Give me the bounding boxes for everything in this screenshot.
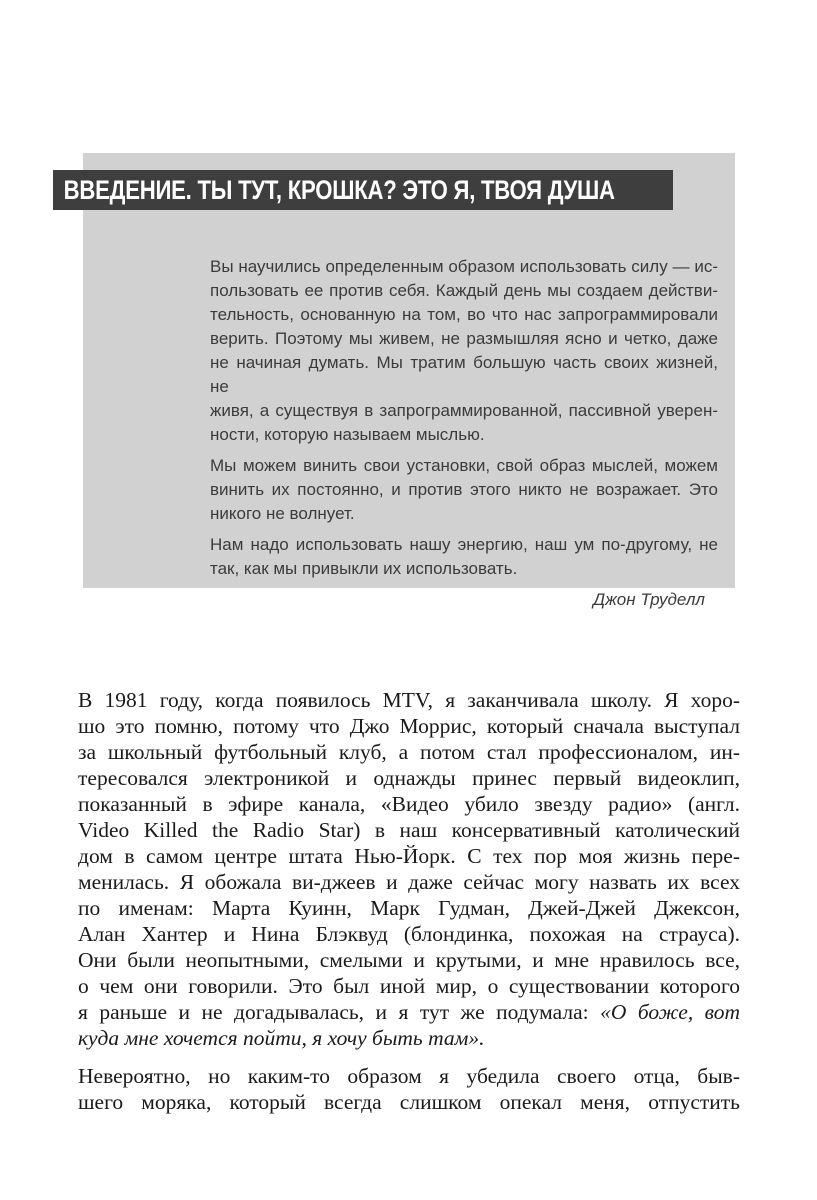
epigraph-line: Нам надо использовать нашу энергию, наш ум по-другому, не <box>210 535 718 554</box>
epigraph-attribution: Джон Труделл <box>593 590 705 609</box>
epigraph-line: Вы научились определенным образом использовать силу — ис- <box>210 257 718 276</box>
epigraph <box>210 255 718 612</box>
text-line: дом в самом центре штата Нью-Йорк. С тех пор моя жизнь пере- <box>78 844 740 868</box>
body-text <box>78 687 740 1115</box>
text-line: Video Killed the Radio Star) в наш консервативный католический <box>78 818 740 842</box>
epigraph-line: тельность, основанную на том, во что нас запрограммировали <box>210 305 718 324</box>
text-line: В 1981 году, когда появилось MTV, я заканчивала школу. Я хоро- <box>78 688 740 712</box>
text-line: за школьный футбольный клуб, а потом стал профессионалом, ин- <box>78 740 740 764</box>
text-line: менилась. Я обожала ви-джеев и даже сейчас могу назвать их всех <box>78 870 740 894</box>
text-line: тересовался электроникой и однажды принес первый видеоклип, <box>78 766 740 790</box>
text-line: показанный в эфире канала, «Видео убило звезду радио» (англ. <box>78 792 740 816</box>
epigraph-line: живя, а существуя в запрограммированной, пассивной уверен- <box>210 401 718 420</box>
text-line <box>78 999 740 1025</box>
italic-text-run: «О боже, вот <box>600 1000 741 1024</box>
paragraph <box>78 687 740 1051</box>
text-line: Алан Хантер и Нина Блэквуд (блондинка, похожая на страуса). <box>78 922 740 946</box>
text-line: по именам: Марта Куинн, Марк Гудман, Джей-Джей Джексон, <box>78 896 740 920</box>
epigraph-line: Мы можем винить свои установки, свой образ мыслей, можем <box>210 456 718 475</box>
epigraph-paragraph <box>210 533 718 581</box>
epigraph-line: верить. Поэтому мы живем, не размышляя ясно и четко, даже <box>210 329 718 348</box>
epigraph-line: винить их постоянно, и против этого никто не возражает. Это <box>210 480 718 499</box>
text-line: Невероятно, но каким-то образом я убедила своего отца, быв- <box>78 1064 740 1088</box>
text-line <box>78 1025 740 1051</box>
epigraph-line: так, как мы привыкли их использовать. <box>210 559 518 578</box>
epigraph-line: никого не волнует. <box>210 504 355 523</box>
text-line: шо это помню, потому что Джо Моррис, который сначала выступал <box>78 714 740 738</box>
paragraph <box>78 1063 740 1115</box>
epigraph-line: не начиная думать. Мы тратим большую часть своих жизней, не <box>210 353 718 396</box>
epigraph-line: пользовать ее против себя. Каждый день мы создаем действи- <box>210 281 718 300</box>
chapter-title-bar <box>53 170 673 210</box>
text-line: Они были неопытными, смелыми и крутыми, и мне нравилось все, <box>78 948 740 972</box>
epigraph-line: ности, которую называем мыслью. <box>210 425 485 444</box>
text-line: о чем они говорили. Это был иной мир, о существовании которого <box>78 974 740 998</box>
text-run: я раньше и не догадывалась, и я тут же подумала: <box>78 1000 601 1024</box>
epigraph-paragraph <box>210 454 718 526</box>
text-line: шего моряка, который всегда слишком опекал меня, отпустить <box>78 1090 740 1114</box>
italic-text-run: куда мне хочется пойти, я хочу быть там». <box>78 1026 485 1050</box>
chapter-title: ВВЕДЕНИЕ. ТЫ ТУТ, КРОШКА? ЭТО Я, ТВОЯ ДУША <box>63 175 615 205</box>
epigraph-paragraph <box>210 255 718 447</box>
